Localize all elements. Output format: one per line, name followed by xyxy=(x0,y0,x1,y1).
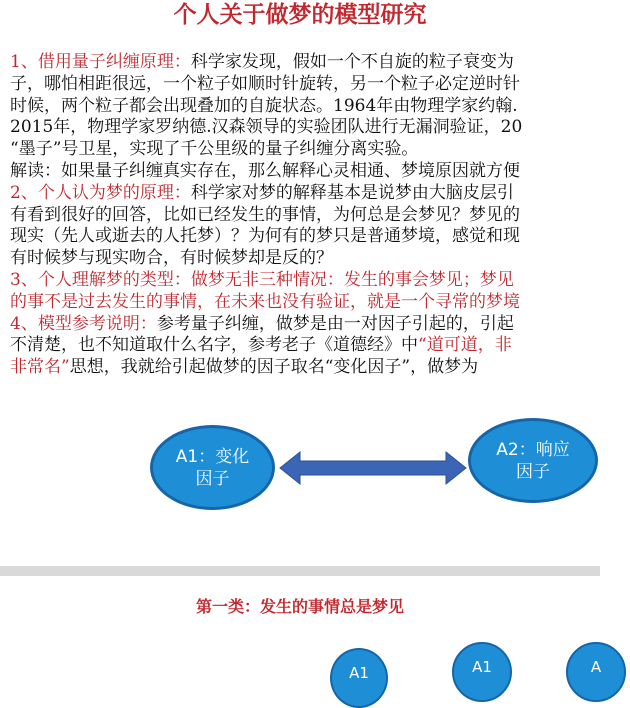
double-arrow-icon xyxy=(278,448,468,488)
page-title: 个人关于做梦的模型研究 xyxy=(173,2,427,28)
circle-a1 xyxy=(330,648,388,708)
section-label: 3、个人理解梦的类型： xyxy=(10,269,191,290)
line-text: 科学家对梦的解释基本是说梦由大脑皮层引 xyxy=(190,182,514,203)
text-line xyxy=(10,357,630,379)
slide-divider xyxy=(0,566,600,576)
circle-label: A1 xyxy=(349,664,369,682)
line-text: 的事不是过去发生的事情，在未来也没有验证，就是一个寻常的梦境 xyxy=(10,291,520,312)
section-label: 2、个人认为梦的原理： xyxy=(10,182,191,203)
node-a1-change-factor xyxy=(150,425,275,510)
line-text: 解读：如果量子纠缠真实存在，那么解释心灵相通、梦境原因就方便 xyxy=(10,160,520,181)
text-line xyxy=(10,183,630,205)
line-text: 有时候梦与现实吻合，有时候梦却是反的？ xyxy=(10,248,333,269)
text-line xyxy=(10,96,630,118)
quote-text: “道可道，非 xyxy=(418,335,512,356)
line-text: 2015年，物理学家罗纳德.汉森领导的实验团队进行无漏洞验证，20 xyxy=(10,117,523,138)
text-line xyxy=(10,52,630,74)
quote-text: 非常名” xyxy=(10,357,70,378)
section-label: 1、借用量子纠缠原理： xyxy=(10,52,191,72)
text-line xyxy=(10,314,630,336)
line-text: 参考量子纠缠，做梦是由一对因子引起的，引起 xyxy=(156,313,514,334)
text-line xyxy=(10,226,630,248)
line-text: 时候，两个粒子都会出现叠加的自旋状态。1964年由物理学家约翰. xyxy=(10,95,518,116)
line-text: 做梦无非三种情况：发生的事会梦见；梦见 xyxy=(190,269,514,290)
text-line xyxy=(10,205,630,227)
circle-label: A1 xyxy=(472,658,492,676)
node-label: A2：响应因子 xyxy=(496,439,570,482)
text-line xyxy=(10,74,630,96)
circle-a xyxy=(566,642,626,702)
line-text: 现实（先人或逝去的人托梦）？为何有的梦只是普通梦境，感觉和现 xyxy=(10,226,520,247)
node-label: A1：变化因子 xyxy=(175,446,250,489)
text-line xyxy=(10,161,630,183)
text-line xyxy=(10,270,630,292)
text-line xyxy=(10,117,630,139)
circle-label: A xyxy=(590,658,602,676)
line-text: 科学家发现，假如一个不自旋的粒子衰变为 xyxy=(190,52,514,72)
text-line xyxy=(10,335,630,357)
line-text: “墨子”号卫星，实现了千公里级的量子纠缠分离实验。 xyxy=(10,139,419,160)
line-text: 有看到很好的回答，比如已经发生的事情，为何总是会梦见？梦见的 xyxy=(10,204,520,225)
line-text: 子，哪怕相距很远，一个粒子如顺时针旋转，另一个粒子必定逆时针 xyxy=(10,73,520,94)
circle-a1 xyxy=(452,642,512,702)
text-line xyxy=(10,139,630,161)
slide-2 xyxy=(0,576,602,682)
body-text xyxy=(10,52,630,379)
slide-2-title: 第一类：发生的事情总是梦见 xyxy=(195,597,404,616)
text-line xyxy=(10,248,630,270)
line-text: 思想，我就给引起做梦的因子取名“变化因子”，做梦为 xyxy=(69,357,479,378)
line-text: 不清楚，也不知道取什么名字，参考老子《道德经》中 xyxy=(10,335,418,356)
node-a2-response-factor xyxy=(468,418,598,503)
text-line xyxy=(10,292,630,314)
section-label: 4、模型参考说明： xyxy=(10,313,157,334)
